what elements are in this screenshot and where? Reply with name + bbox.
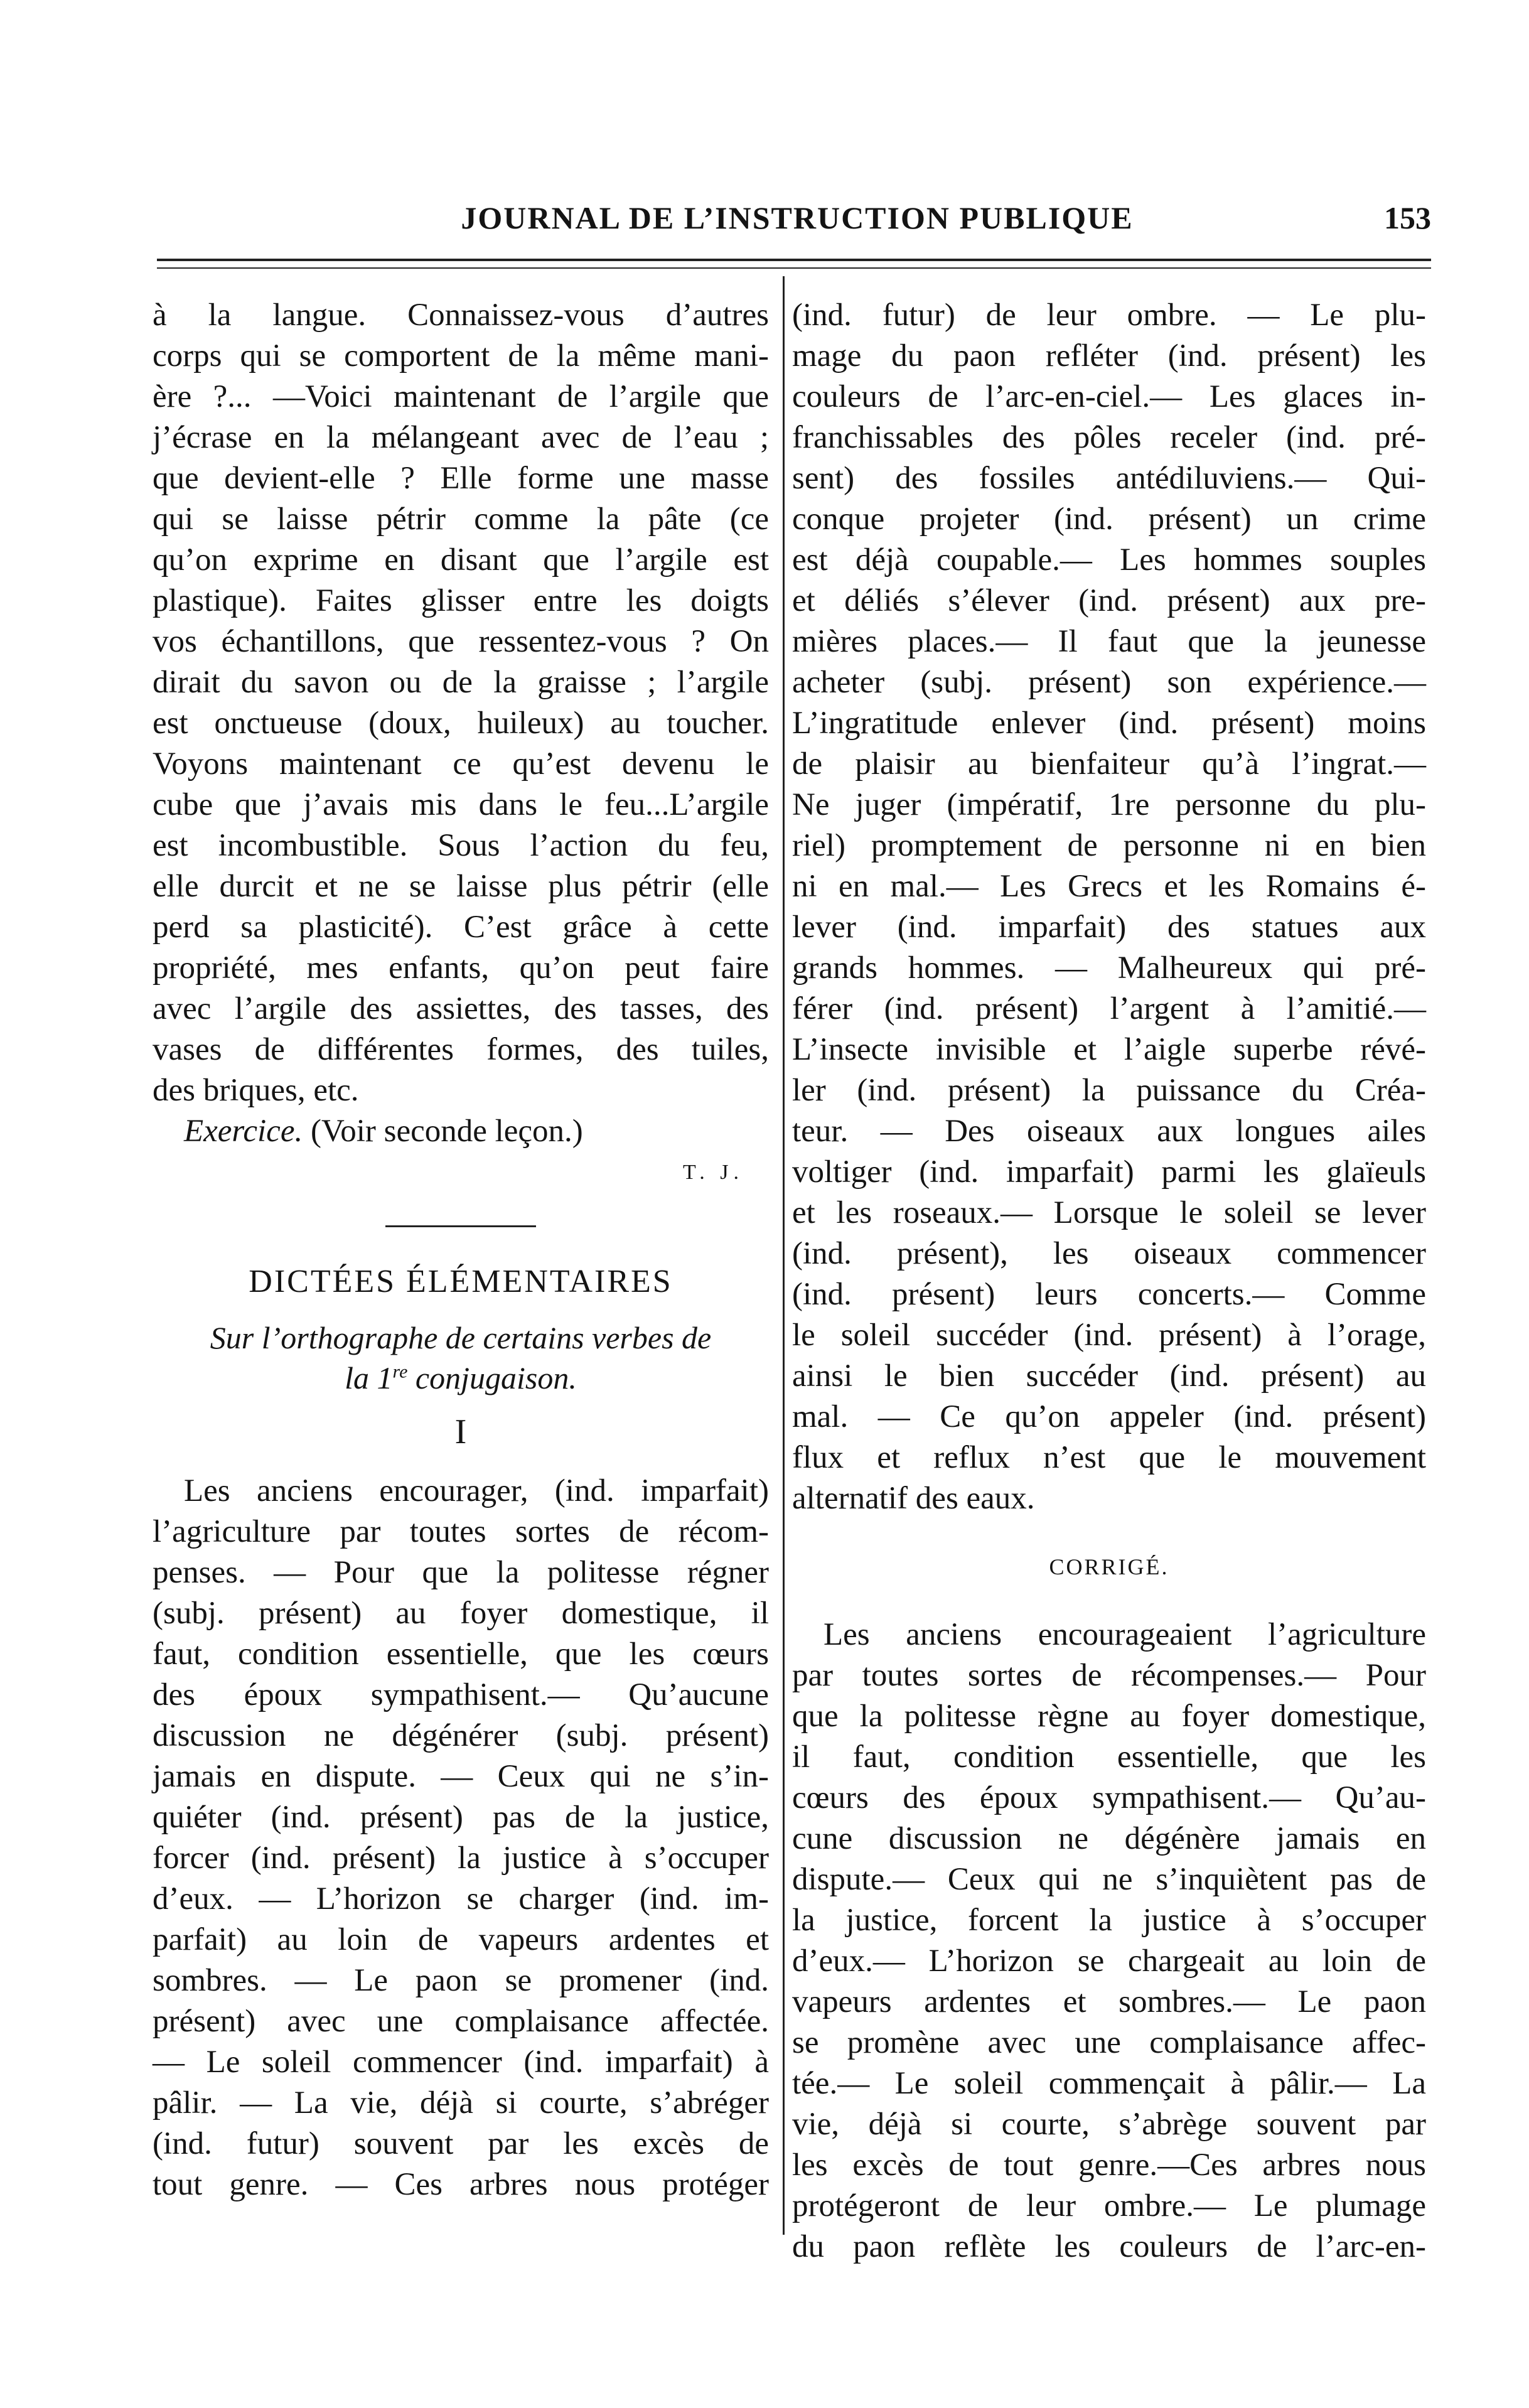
dictation-line: teur. — Des oiseaux aux longues ailes [792, 1114, 1426, 1149]
corrige-line: du paon reflète les couleurs de l’arc-en- [792, 2229, 1426, 2264]
dictation-line: et les roseaux.— Lorsque le soleil se lever [792, 1195, 1426, 1230]
dictation-line: flux et reflux n’est que le mouvement [792, 1440, 1426, 1475]
corrige-line: d’eux.— L’horizon se chargeait au loin de [792, 1943, 1426, 1979]
dictation-line: d’eux. — L’horizon se charger (ind. im- [153, 1881, 769, 1916]
section-title: DICTÉES ÉLÉMENTAIRES [249, 1264, 673, 1299]
text-line: perd sa plasticité). C’est grâce à cette [153, 910, 769, 945]
text-line: propriété, mes enfants, qu’on peut faire [153, 950, 769, 986]
dictation-line: mal. — Ce qu’on appeler (ind. présent) [792, 1399, 1426, 1434]
corrige-line: tée.— Le soleil commençait à pâlir.— La [792, 2066, 1426, 2101]
dictation-line: discussion ne dégénérer (subj. présent) [153, 1718, 769, 1753]
superscript: re [392, 1361, 408, 1382]
text-line: plastique). Faites glisser entre les doigts [153, 583, 769, 618]
dictation-line: penses. — Pour que la politesse régner [153, 1555, 769, 1590]
section-subtitle-line-1: Sur l’orthographe de certains verbes de [210, 1320, 712, 1355]
corrige-line: Les anciens encourageaient l’agriculture [824, 1617, 1426, 1652]
corrige-line: protégeront de leur ombre.— Le plumage [792, 2188, 1426, 2223]
exercise-text: (Voir seconde leçon.) [303, 1114, 583, 1149]
corrige-line: vie, déjà si courte, s’abrège souvent par [792, 2107, 1426, 2142]
text-line: cube que j’avais mis dans le feu...L’argile [153, 787, 769, 822]
text-line: vos échantillons, que ressentez-vous ? On [153, 624, 769, 659]
corrige-line: vapeurs ardentes et sombres.— Le paon [792, 1984, 1426, 2019]
left-column [153, 295, 769, 2205]
text-line: corps qui se comportent de la même mani- [153, 338, 769, 374]
dictation-line: parfait) au loin de vapeurs ardentes et [153, 1922, 769, 1957]
column-divider [783, 276, 785, 2235]
corrige-line: les excès de tout genre.—Ces arbres nous [792, 2147, 1426, 2183]
corrige-text [792, 1615, 1426, 2267]
dictation-line: est déjà coupable.— Les hommes souples [792, 542, 1426, 578]
text-line: vases de différentes formes, des tuiles, [153, 1032, 769, 1067]
text-line: des briques, etc. [153, 1073, 359, 1108]
dictation-line: conque projeter (ind. présent) un crime [792, 502, 1426, 537]
dictation-continued [792, 295, 1426, 1519]
dictation-line: — Le soleil commencer (ind. imparfait) à [153, 2045, 769, 2080]
dictation-text [153, 1471, 769, 2205]
dictation-line: tout genre. — Ces arbres nous protéger [153, 2167, 769, 2202]
page-number: 153 [1384, 200, 1431, 235]
dictation-line: (ind. futur) de leur ombre. — Le plu- [792, 298, 1426, 333]
dictation-line: Les anciens encourager, (ind. imparfait) [184, 1473, 769, 1508]
dictation-line: férer (ind. présent) l’argent à l’amitié.— [792, 991, 1426, 1026]
section-separator [385, 1225, 536, 1227]
dictation-line: mage du paon refléter (ind. présent) les [792, 338, 1426, 374]
text-line: qui se laisse pétrir comme la pâte (ce [153, 502, 769, 537]
dictation-line: voltiger (ind. imparfait) parmi les glaïeuls [792, 1154, 1426, 1190]
header-rule-thick [157, 259, 1431, 261]
corrige-line: il faut, condition essentielle, que les [792, 1739, 1426, 1775]
right-column [792, 295, 1426, 2267]
dictation-line: sombres. — Le paon se promener (ind. [153, 1963, 769, 1998]
corrige-line: cœurs des époux sympathisent.— Qu’au- [792, 1780, 1426, 1815]
dictation-line: grands hommes. — Malheureux qui pré- [792, 950, 1426, 986]
dictation-line: (subj. présent) au foyer domestique, il [153, 1596, 769, 1631]
dictation-line: l’agriculture par toutes sortes de récom- [153, 1514, 769, 1549]
dictation-line: mières places.— Il faut que la jeunesse [792, 624, 1426, 659]
dictation-line: L’ingratitude enlever (ind. présent) moins [792, 706, 1426, 741]
dictation-line: L’insecte invisible et l’aigle superbe révé- [792, 1032, 1426, 1067]
lesson-text [153, 295, 769, 1193]
dictation-line: ler (ind. présent) la puissance du Créa- [792, 1073, 1426, 1108]
author-signature: T. J. [683, 1161, 744, 1184]
dictation-line: (ind. présent), les oiseaux commencer [792, 1236, 1426, 1271]
text-line: avec l’argile des assiettes, des tasses, des [153, 991, 769, 1026]
dictation-line: faut, condition essentielle, que les cœurs [153, 1637, 769, 1672]
dictation-line: ni en mal.— Les Grecs et les Romains é- [792, 869, 1426, 904]
corrige-line: la justice, forcent la justice à s’occuper [792, 1903, 1426, 1938]
dictation-line: lever (ind. imparfait) des statues aux [792, 910, 1426, 945]
running-title: JOURNAL DE L’INSTRUCTION PUBLIQUE [461, 200, 1134, 235]
corrige-line: que la politesse règne au foyer domestique, [792, 1699, 1426, 1734]
dictation-line: ainsi le bien succéder (ind. présent) au [792, 1358, 1426, 1394]
dictation-line: le soleil succéder (ind. présent) à l’orage, [792, 1318, 1426, 1353]
dictation-line: (ind. présent) leurs concerts.— Comme [792, 1277, 1426, 1312]
corrige-line: se promène avec une complaisance affec- [792, 2025, 1426, 2060]
dictation-line: franchissables des pôles receler (ind. pré- [792, 420, 1426, 455]
dictation-line: couleurs de l’arc-en-ciel.— Les glaces in- [792, 379, 1426, 414]
text-line: ère ?... —Voici maintenant de l’argile que [153, 379, 769, 414]
dictation-line: (ind. futur) souvent par les excès de [153, 2126, 769, 2161]
exercise-line [153, 1111, 769, 1152]
text-line: qu’on exprime en disant que l’argile est [153, 542, 769, 578]
dictation-line: de plaisir au bienfaiteur qu’à l’ingrat.— [792, 746, 1426, 782]
dictation-line: Ne juger (impératif, 1re personne du plu- [792, 787, 1426, 822]
text-line: j’écrase en la mélangeant avec de l’eau ; [153, 420, 769, 455]
dictation-line: présent) avec une complaisance affectée. [153, 2004, 769, 2039]
dictation-line: riel) promptement de personne ni en bien [792, 828, 1426, 863]
text-line: que devient-elle ? Elle forme une masse [153, 461, 769, 496]
section-subtitle-line-2: la 1re conjugaison. [345, 1360, 577, 1395]
dictation-line: et déliés s’élever (ind. présent) aux pre- [792, 583, 1426, 618]
dictation-line: jamais en dispute. — Ceux qui ne s’in- [153, 1759, 769, 1794]
page-header [157, 200, 1431, 250]
dictation-line: quiéter (ind. présent) pas de la justice, [153, 1800, 769, 1835]
text-line: dirait du savon ou de la graisse ; l’argile [153, 665, 769, 700]
dictation-line: forcer (ind. présent) la justice à s’occuper [153, 1841, 769, 1876]
text-line: à la langue. Connaissez-vous d’autres [153, 298, 769, 333]
header-rule-thin [157, 267, 1431, 269]
text-line: elle durcit et ne se laisse plus pétrir (elle [153, 869, 769, 904]
text-line: est onctueuse (doux, huileux) au toucher. [153, 706, 769, 741]
dictation-line: des époux sympathisent.— Qu’aucune [153, 1677, 769, 1712]
corrige-line: par toutes sortes de récompenses.— Pour [792, 1658, 1426, 1693]
dictation-line: sent) des fossiles antédiluviens.— Qui- [792, 461, 1426, 496]
dictation-line: acheter (subj. présent) son expérience.— [792, 665, 1426, 700]
corrige-line: dispute.— Ceux qui ne s’inquiètent pas de [792, 1862, 1426, 1897]
exercise-label: Exercice. [184, 1114, 303, 1149]
text-line: est incombustible. Sous l’action du feu, [153, 828, 769, 863]
dictation-line: alternatif des eaux. [792, 1481, 1035, 1516]
corrige-title: CORRIGÉ. [1049, 1554, 1169, 1579]
exercise-number: I [454, 1412, 467, 1451]
text-line: Voyons maintenant ce qu’est devenu le [153, 746, 769, 782]
dictation-line: pâlir. — La vie, déjà si courte, s’abréger [153, 2085, 769, 2120]
corrige-line: cune discussion ne dégénère jamais en [792, 1821, 1426, 1856]
